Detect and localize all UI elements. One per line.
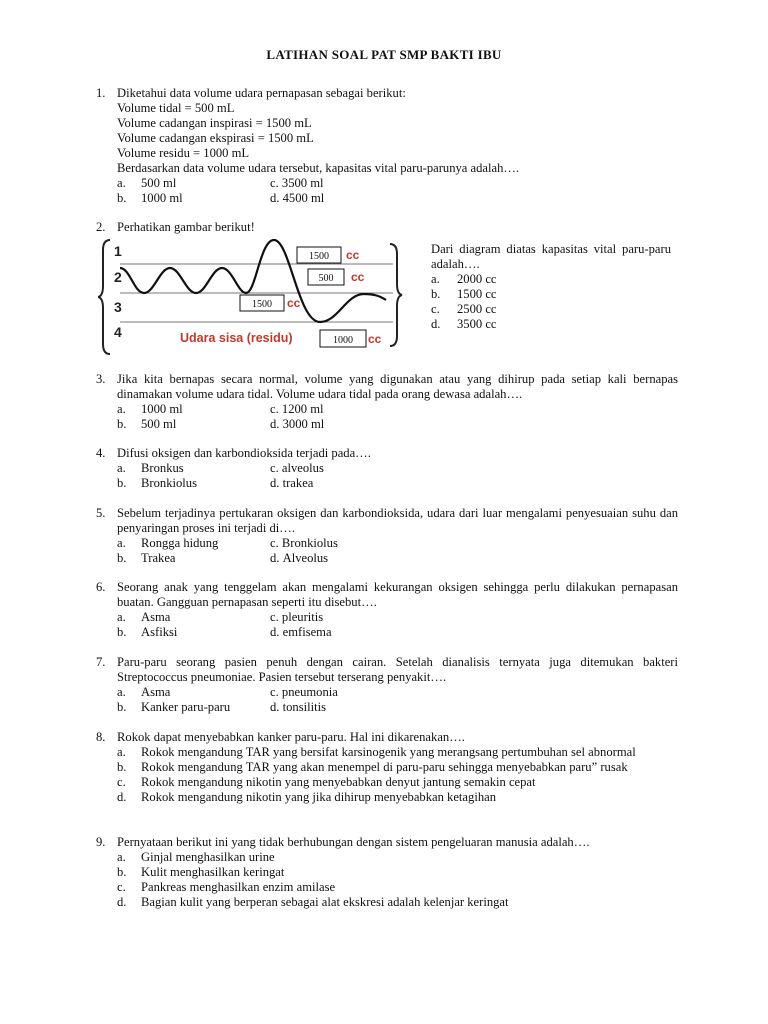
question-number: 5. [96, 506, 106, 520]
question-number: 6. [96, 580, 106, 594]
option-d[interactable]: d. 3000 ml [270, 417, 325, 431]
question-number: 8. [96, 730, 106, 744]
question-number: 1. [96, 86, 106, 100]
option-b[interactable]: b. Rokok mengandung TAR yang akan menempel di paru-paru sehingga menyebabkan paru” rusak [117, 760, 628, 774]
option-a[interactable]: a. Bronkus [117, 461, 184, 475]
svg-text:1500: 1500 [252, 299, 272, 310]
answer-options [117, 610, 678, 640]
data-line: Volume residu = 1000 mL [117, 146, 250, 160]
data-line: Volume tidal = 500 mL [117, 101, 235, 115]
option-b[interactable]: b. 1500 cc [431, 287, 497, 301]
question-text: Jika kita bernapas secara normal, volume yang digunakan atau yang dihirup pada setiap kali bernapas dinamakan volume udara tidal. Volume udara tidal pada orang dewasa adalah…. [117, 372, 678, 401]
option-c[interactable]: c. pleuritis [270, 610, 324, 624]
question-2-side [431, 242, 671, 332]
answer-options [117, 536, 678, 566]
question-7 [96, 655, 678, 715]
question-3 [96, 372, 678, 432]
question-prompt: Dari diagram diatas kapasitas vital paru-paru adalah…. [431, 242, 671, 271]
question-number: 7. [96, 655, 106, 669]
option-c[interactable]: c. 3500 ml [270, 176, 324, 190]
question-prompt: Berdasarkan data volume udara tersebut, kapasitas vital paru-parunya adalah…. [117, 161, 520, 175]
residual-volume-label: Udara sisa (residu) [180, 331, 293, 345]
option-b[interactable]: b. 1000 ml [117, 191, 183, 205]
question-6 [96, 580, 678, 640]
option-a[interactable]: a. 500 ml [117, 176, 177, 190]
option-c[interactable]: c. Pankreas menghasilkan enzim amilase [117, 880, 336, 894]
option-a[interactable]: a. Ginjal menghasilkan urine [117, 850, 275, 864]
question-number: 2. [96, 220, 106, 234]
svg-text:1500: 1500 [309, 251, 329, 262]
option-b[interactable]: b. Kulit menghasilkan keringat [117, 865, 285, 879]
question-text: Diketahui data volume udara pernapasan sebagai berikut: [117, 86, 406, 100]
option-a[interactable]: a. Asma [117, 610, 171, 624]
question-5 [96, 506, 678, 566]
data-line: Volume cadangan ekspirasi = 1500 mL [117, 131, 314, 145]
option-d[interactable]: d. trakea [270, 476, 314, 490]
option-c[interactable]: c. Bronkiolus [270, 536, 338, 550]
question-4 [96, 446, 678, 491]
level-number-4: 4 [114, 324, 122, 340]
answer-options [117, 685, 678, 715]
question-text: Difusi oksigen dan karbondioksida terjadi pada…. [117, 446, 371, 460]
option-c[interactable]: c. pneumonia [270, 685, 338, 699]
unit-label-2: cc [351, 270, 365, 284]
option-c[interactable]: c. 2500 cc [431, 302, 497, 316]
question-number: 3. [96, 372, 106, 386]
question-text: Perhatikan gambar berikut! [117, 220, 255, 234]
svg-text:1000: 1000 [333, 335, 353, 346]
option-d[interactable]: d. 4500 ml [270, 191, 325, 205]
left-brace [98, 240, 110, 354]
unit-label-4: cc [368, 332, 382, 346]
option-c[interactable]: c. alveolus [270, 461, 324, 475]
answer-options [117, 402, 678, 432]
level-number-3: 3 [114, 299, 122, 315]
option-b[interactable]: b. 500 ml [117, 417, 177, 431]
option-d[interactable]: d. tonsilitis [270, 700, 326, 714]
answer-options [117, 176, 678, 206]
page-title: LATIHAN SOAL PAT SMP BAKTI IBU [266, 47, 502, 62]
data-line: Volume cadangan inspirasi = 1500 mL [117, 116, 312, 130]
option-d[interactable]: d. Alveolus [270, 551, 329, 565]
option-d[interactable]: d. Bagian kulit yang berperan sebagai alat ekskresi adalah kelenjar keringat [117, 895, 509, 909]
question-1 [96, 86, 678, 206]
level-number-1: 1 [114, 243, 122, 259]
option-d[interactable]: d. emfisema [270, 625, 332, 639]
option-d[interactable]: d. Rokok mengandung nikotin yang jika dihirup menyebabkan ketagihan [117, 790, 496, 804]
option-b[interactable]: b. Bronkiolus [117, 476, 197, 490]
question-number: 4. [96, 446, 106, 460]
question-text: Seorang anak yang tenggelam akan mengalami kekurangan oksigen sehingga perlu dilakukan pernapasan buatan. Gangguan pernapasan seperti itu disebut…. [117, 580, 678, 609]
question-8 [96, 730, 678, 805]
option-c[interactable]: c. 1200 ml [270, 402, 324, 416]
question-text: Rokok dapat menyebabkan kanker paru-paru. Hal ini dikarenakan…. [117, 730, 465, 744]
lung-volume-diagram [98, 236, 408, 358]
option-d[interactable]: d. 3500 cc [431, 317, 497, 331]
question-number: 9. [96, 835, 106, 849]
option-b[interactable]: b. Asfiksi [117, 625, 178, 639]
unit-label-1: cc [346, 248, 360, 262]
unit-label-3: cc [287, 296, 301, 310]
question-text: Pernyataan berikut ini yang tidak berhubungan dengan sistem pengeluaran manusia adalah…. [117, 835, 590, 849]
svg-text:500: 500 [318, 273, 334, 284]
level-number-2: 2 [114, 269, 122, 285]
option-b[interactable]: b. Trakea [117, 551, 176, 565]
question-2 [96, 220, 678, 235]
option-a[interactable]: a. Asma [117, 685, 171, 699]
option-a[interactable]: a. 1000 ml [117, 402, 183, 416]
question-text: Sebelum terjadinya pertukaran oksigen dan karbondioksida, udara dari luar mengalami penyesuaian suhu dan penyaringan proses ini terjadi di…. [117, 506, 678, 535]
question-text: Paru-paru seorang pasien penuh dengan cairan. Setelah dianalisis ternyata juga ditemukan bakteri Streptococcus pneumoniae. Pasien tersebut terserang penyakit…. [117, 655, 678, 684]
right-brace [390, 244, 402, 346]
option-b[interactable]: b. Kanker paru-paru [117, 700, 231, 714]
option-a[interactable]: a. 2000 cc [431, 272, 497, 286]
answer-options [117, 461, 678, 491]
option-a[interactable]: a. Rokok mengandung TAR yang bersifat karsinogenik yang merangsang pertumbuhan sel abnormal [117, 745, 636, 759]
option-a[interactable]: a. Rongga hidung [117, 536, 219, 550]
question-9 [96, 835, 678, 910]
option-c[interactable]: c. Rokok mengandung nikotin yang menyebabkan denyut jantung semakin cepat [117, 775, 536, 789]
